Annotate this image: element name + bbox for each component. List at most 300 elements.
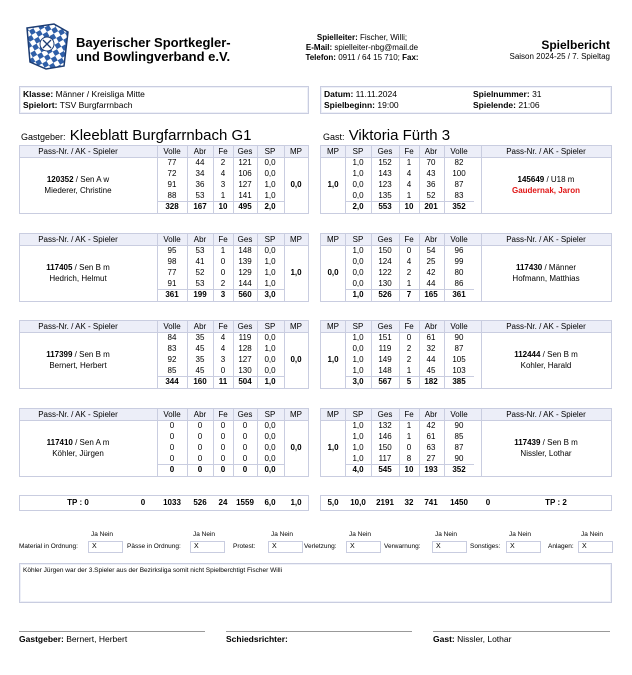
home-throw-value: 0,0 [264, 246, 276, 255]
home-match-points: 0,0 [290, 355, 302, 364]
home-throw-value: 141 [238, 191, 252, 200]
home-throw-value: 4 [220, 169, 226, 178]
pass-number: 117399 [46, 349, 73, 359]
home-player-pass [20, 349, 136, 360]
home-throw-value: 127 [238, 355, 252, 364]
home-throw-value: 1,0 [264, 344, 276, 353]
home-total-value: 24 [218, 498, 228, 507]
ende-value: 21:06 [518, 100, 540, 110]
home-col-header: Fe [218, 322, 228, 331]
guest-sign-label: Gast: [433, 634, 455, 644]
home-throw-value: 45 [195, 344, 205, 353]
home-col-header: Pass-Nr. / AK - Spieler [38, 322, 118, 331]
guest-throw-value: 132 [378, 421, 392, 430]
guest-sum-value: 193 [424, 465, 438, 474]
home-sum-value: 0 [242, 465, 248, 474]
guest-player-name: Kohler, Harald [520, 360, 572, 370]
guest-throw-value: 90 [454, 454, 464, 463]
home-col-header: Abr [193, 147, 207, 156]
home-throw-value: 0 [197, 443, 203, 452]
referee-label: Schiedsrichter: [226, 634, 288, 644]
guest-col-header: Abr [424, 235, 438, 244]
ja-nein-header: Ja Nein [435, 531, 458, 538]
home-col-header: Pass-Nr. / AK - Spieler [38, 235, 118, 244]
home-throw-value: 53 [195, 246, 205, 255]
home-throw-value: 0 [169, 454, 175, 463]
home-throw-value: 44 [195, 158, 205, 167]
home-player-info [20, 349, 136, 371]
guest-throw-value: 1,0 [352, 333, 364, 342]
home-sum-value: 328 [165, 202, 179, 211]
home-throw-value: 148 [238, 246, 252, 255]
home-tp: TP : 0 [67, 498, 89, 507]
email-value: spielleiter-nbg@mail.de [334, 43, 419, 52]
beginn-label: Spielbeginn: [324, 100, 375, 110]
guest-throw-value: 44 [426, 355, 436, 364]
guest-throw-value: 83 [454, 191, 464, 200]
guest-throw-value: 0,0 [352, 257, 364, 266]
home-sum-value: 361 [165, 290, 179, 299]
guest-col-header: Volle [450, 235, 468, 244]
guest-sum-value: 4,0 [352, 465, 364, 474]
home-col-header: SP [264, 322, 276, 331]
guest-player-block [320, 233, 612, 302]
guest-throw-value: 1 [406, 279, 412, 288]
guest-throw-value: 105 [452, 355, 466, 364]
guest-sum-value: 201 [424, 202, 438, 211]
guest-throw-value: 8 [406, 454, 412, 463]
guest-col-header: SP [352, 235, 364, 244]
home-player-info [20, 437, 136, 459]
home-sum-value: 0 [169, 465, 175, 474]
guest-total-value: 5,0 [327, 498, 339, 507]
guest-col-header: Ges [377, 235, 393, 244]
age-class: / Sen B m [540, 437, 578, 447]
guest-col-header: Pass-Nr. / AK - Spieler [506, 322, 586, 331]
home-throw-value: 130 [238, 366, 252, 375]
guest-throw-value: 82 [454, 158, 464, 167]
guest-col-header: SP [352, 410, 364, 419]
guest-total-value: 0 [485, 498, 491, 507]
guest-col-header: Ges [377, 410, 393, 419]
guest-match-points: 1,0 [327, 443, 339, 452]
guest-throw-value: 36 [426, 180, 436, 189]
home-sum-value: 560 [238, 290, 252, 299]
guest-throw-value: 43 [426, 169, 436, 178]
pass-number: 120352 [46, 174, 74, 184]
home-throw-value: 0 [220, 454, 226, 463]
home-col-header: Pass-Nr. / AK - Spieler [38, 410, 118, 419]
home-col-header: Ges [237, 322, 253, 331]
age-class: / U18 m [544, 174, 575, 184]
home-throw-value: 3 [220, 180, 226, 189]
home-throw-value: 0,0 [264, 355, 276, 364]
guest-throw-value: 87 [454, 180, 464, 189]
check-box[interactable]: X [268, 541, 303, 553]
report-title: Spielbericht [541, 38, 610, 52]
home-throw-value: 139 [238, 257, 252, 266]
home-col-header: Pass-Nr. / AK - Spieler [38, 147, 118, 156]
guest-player-pass [481, 349, 611, 360]
org-line-2: und Bowlingverband e.V. [76, 49, 231, 64]
guest-throw-value: 1,0 [352, 355, 364, 364]
guest-col-header: Volle [450, 322, 468, 331]
home-sum-value: 0 [197, 465, 203, 474]
home-player-info [20, 262, 136, 284]
guest-player-info [481, 262, 611, 284]
home-sum-value: 1,0 [264, 377, 276, 386]
home-player-block [19, 145, 309, 214]
home-col-header: Ges [237, 410, 253, 419]
home-player-name: Hedrich, Helmut [49, 273, 107, 283]
pass-number: 117405 [46, 262, 73, 272]
home-col-header: Abr [193, 235, 207, 244]
home-totals-row [19, 495, 309, 511]
home-match-points: 0,0 [290, 180, 302, 189]
home-throw-value: 2 [220, 158, 226, 167]
guest-throw-value: 99 [454, 257, 464, 266]
guest-sum-value: 10 [404, 202, 414, 211]
guest-throw-value: 1 [406, 158, 412, 167]
check-box[interactable]: X [190, 541, 225, 553]
home-throw-value: 1 [220, 191, 226, 200]
guest-col-header: Pass-Nr. / AK - Spieler [506, 410, 586, 419]
pass-number: 112444 [514, 349, 541, 359]
guest-player-block [320, 408, 612, 477]
ja-nein-header: Ja Nein [193, 531, 216, 538]
home-sum-value: 0,0 [264, 465, 276, 474]
guest-throw-value: 1 [406, 421, 412, 430]
guest-player-name: Hofmann, Matthias [512, 273, 580, 283]
guest-col-header: MP [327, 147, 339, 156]
check-label: Protest: [233, 543, 256, 550]
guest-throw-value: 44 [426, 279, 436, 288]
guest-team-name: Viktoria Fürth 3 [348, 127, 451, 144]
pass-number: 117439 [514, 437, 541, 447]
home-throw-value: 129 [238, 268, 252, 277]
guest-sum-value: 165 [424, 290, 438, 299]
home-throw-value: 0 [169, 432, 175, 441]
guest-throw-value: 86 [454, 279, 464, 288]
guest-throw-value: 25 [426, 257, 436, 266]
home-col-header: Fe [218, 235, 228, 244]
home-throw-value: 83 [167, 344, 177, 353]
check-box[interactable]: X [88, 541, 123, 553]
ende-label: Spielende: [473, 100, 516, 110]
home-sum-value: 3,0 [264, 290, 276, 299]
guest-throw-value: 4 [406, 257, 412, 266]
guest-throw-value: 61 [426, 432, 436, 441]
home-throw-value: 121 [238, 158, 252, 167]
match-info-right [320, 86, 612, 114]
guest-col-header: Ges [377, 322, 393, 331]
home-sum-value: 504 [238, 377, 252, 386]
guest-sum-value: 5 [406, 377, 412, 386]
home-throw-value: 0,0 [264, 366, 276, 375]
home-throw-value: 0 [169, 421, 175, 430]
home-throw-value: 0 [169, 443, 175, 452]
home-col-header: MP [290, 235, 302, 244]
age-class: / Sen B m [72, 349, 110, 359]
guest-player-pass [481, 262, 611, 273]
home-throw-value: 0,0 [264, 169, 276, 178]
guest-sum-value: 553 [378, 202, 392, 211]
guest-throw-value: 1,0 [352, 169, 364, 178]
phone-value: 0911 / 64 15 710; [338, 53, 400, 62]
guest-sum-value: 352 [452, 202, 466, 211]
guest-col-header: MP [327, 235, 339, 244]
home-throw-value: 0 [220, 432, 226, 441]
guest-throw-value: 0,0 [352, 180, 364, 189]
home-throw-value: 1,0 [264, 279, 276, 288]
season-info: Saison 2024-25 / 7. Spieltag [509, 52, 610, 61]
home-signature [19, 634, 127, 644]
home-throw-value: 72 [167, 169, 177, 178]
guest-col-header: Fe [404, 322, 414, 331]
guest-col-header: SP [352, 322, 364, 331]
guest-throw-value: 103 [452, 366, 466, 375]
guest-throw-value: 1 [406, 191, 412, 200]
home-throw-value: 119 [238, 333, 252, 342]
home-throw-value: 2 [220, 279, 226, 288]
guest-total-value: 2191 [376, 498, 394, 507]
guest-match-points: 1,0 [327, 355, 339, 364]
leader-label: Spielleiter: [316, 33, 358, 42]
remark-box [19, 563, 612, 603]
home-player-block [19, 233, 309, 302]
guest-total-value: 10,0 [350, 498, 366, 507]
age-class: / Sen A m [72, 437, 110, 447]
referee-signature [226, 634, 288, 644]
guest-throw-value: 2 [406, 268, 412, 277]
home-col-header: Ges [237, 235, 253, 244]
home-throw-value: 4 [220, 333, 226, 342]
home-sum-value: 11 [218, 377, 228, 386]
match-info-left [19, 86, 309, 114]
home-player-pass [20, 262, 136, 273]
guest-throw-value: 1,0 [352, 432, 364, 441]
home-col-header: Volle [163, 147, 181, 156]
home-sum-value: 2,0 [264, 202, 276, 211]
check-label: Pässe in Ordnung: [127, 543, 181, 550]
guest-col-header: MP [327, 322, 339, 331]
home-throw-value: 0 [242, 432, 248, 441]
guest-throw-value: 45 [426, 366, 436, 375]
home-throw-value: 98 [167, 257, 177, 266]
guest-throw-value: 119 [378, 344, 392, 353]
home-match-points: 0,0 [290, 443, 302, 452]
check-label: Material in Ordnung: [19, 543, 78, 550]
guest-throw-value: 1 [406, 432, 412, 441]
guest-throw-value: 54 [426, 246, 436, 255]
pass-number: 145649 [517, 174, 545, 184]
check-label: Sonstiges: [470, 543, 501, 550]
guest-throw-value: 63 [426, 443, 436, 452]
home-throw-value: 95 [167, 246, 177, 255]
nummer-label: Spielnummer: [473, 89, 530, 99]
guest-throw-value: 0 [406, 443, 412, 452]
home-throw-value: 0 [242, 443, 248, 452]
home-throw-value: 0,0 [264, 333, 276, 342]
home-throw-value: 1,0 [264, 180, 276, 189]
guest-col-header: Volle [450, 410, 468, 419]
home-col-header: MP [290, 322, 302, 331]
guest-throw-value: 1,0 [352, 443, 364, 452]
home-throw-value: 144 [238, 279, 252, 288]
klasse-value: Männer / Kreisliga Mitte [55, 89, 145, 99]
home-throw-value: 53 [195, 279, 205, 288]
home-throw-value: 128 [238, 344, 252, 353]
guest-throw-value: 27 [426, 454, 436, 463]
guest-throw-value: 70 [426, 158, 436, 167]
guest-throw-value: 0,0 [352, 279, 364, 288]
guest-col-header: Abr [424, 322, 438, 331]
home-total-value: 1033 [163, 498, 181, 507]
guest-throw-value: 4 [406, 169, 412, 178]
guest-col-header: Ges [377, 147, 393, 156]
guest-throw-value: 148 [378, 366, 392, 375]
guest-throw-value: 90 [454, 421, 464, 430]
home-col-header: Fe [218, 410, 228, 419]
home-player-name: Bernert, Herbert [49, 360, 107, 370]
pass-number: 117430 [515, 262, 543, 272]
home-col-header: Ges [237, 147, 253, 156]
home-signature-line [19, 631, 205, 632]
home-sign-label: Gastgeber: [19, 634, 64, 644]
guest-sum-value: 526 [378, 290, 392, 299]
remark-text: Köhler Jürgen war der 3.Spieler aus der Bezirksliga somit nicht Spielberchtigt Fischer Willi [23, 567, 283, 574]
ja-nein-header: Ja Nein [349, 531, 372, 538]
home-throw-value: 0,0 [264, 432, 276, 441]
ja-nein-header: Ja Nein [271, 531, 294, 538]
home-match-points: 1,0 [290, 268, 302, 277]
home-throw-value: 92 [167, 355, 177, 364]
guest-throw-value: 80 [454, 268, 464, 277]
home-throw-value: 106 [238, 169, 252, 178]
home-col-header: Volle [163, 322, 181, 331]
guest-throw-value: 61 [426, 333, 436, 342]
home-col-header: Volle [163, 235, 181, 244]
guest-sign-name: Nissler, Lothar [457, 634, 512, 644]
guest-col-header: Abr [424, 410, 438, 419]
check-box[interactable]: X [432, 541, 467, 553]
guest-team-label: Gast: [323, 132, 345, 142]
guest-sum-value: 385 [452, 377, 466, 386]
home-total-value: 1559 [236, 498, 254, 507]
home-player-pass [20, 437, 136, 448]
check-box[interactable]: X [346, 541, 381, 553]
guest-player-info [481, 349, 611, 371]
guest-sum-value: 2,0 [352, 202, 364, 211]
check-label: Anlagen: [548, 543, 574, 550]
home-sum-value: 167 [193, 202, 207, 211]
ja-nein-header: Ja Nein [91, 531, 114, 538]
home-total-value: 1,0 [290, 498, 302, 507]
home-throw-value: 0,0 [264, 443, 276, 452]
guest-team-heading [323, 127, 450, 144]
referee-signature-line [226, 631, 412, 632]
guest-throw-value: 42 [426, 268, 436, 277]
guest-throw-value: 130 [378, 279, 392, 288]
age-class: / Männer [542, 262, 577, 272]
guest-throw-value: 150 [378, 246, 392, 255]
home-throw-value: 1,0 [264, 257, 276, 266]
home-throw-value: 3 [220, 355, 226, 364]
beginn-value: 19:00 [377, 100, 399, 110]
home-throw-value: 0 [242, 454, 248, 463]
home-tp-zero: 0 [140, 498, 146, 507]
guest-sum-value: 361 [452, 290, 466, 299]
guest-totals-row [320, 495, 612, 511]
guest-throw-value: 151 [378, 333, 392, 342]
home-throw-value: 34 [195, 169, 205, 178]
home-col-header: SP [264, 235, 276, 244]
guest-sum-value: 1,0 [352, 290, 364, 299]
home-col-header: Volle [163, 410, 181, 419]
home-throw-value: 41 [195, 257, 205, 266]
home-throw-value: 0 [220, 268, 226, 277]
email-label: E-Mail: [305, 43, 333, 52]
guest-throw-value: 146 [378, 432, 392, 441]
check-label: Verwarnung: [384, 543, 421, 550]
check-box[interactable]: X [506, 541, 541, 553]
home-team-label: Gastgeber: [21, 132, 66, 142]
guest-throw-value: 87 [454, 443, 464, 452]
check-box[interactable]: X [578, 541, 613, 553]
guest-col-header: SP [352, 147, 364, 156]
guest-throw-value: 90 [454, 333, 464, 342]
guest-throw-value: 42 [426, 421, 436, 430]
age-class: / Sen B m [72, 262, 110, 272]
home-throw-value: 0,0 [264, 454, 276, 463]
home-col-header: MP [290, 147, 302, 156]
home-total-value: 6,0 [264, 498, 276, 507]
guest-col-header: Fe [404, 235, 414, 244]
organization-name [76, 36, 231, 64]
home-throw-value: 0 [220, 421, 226, 430]
guest-col-header: Fe [404, 147, 414, 156]
guest-throw-value: 149 [378, 355, 392, 364]
org-line-1: Bayerischer Sportkegler- [76, 35, 231, 50]
home-team-heading [21, 127, 251, 144]
guest-match-points: 1,0 [327, 180, 339, 189]
guest-total-value: 1450 [450, 498, 468, 507]
home-sum-value: 10 [218, 202, 228, 211]
guest-sum-value: 352 [452, 465, 466, 474]
home-player-pass [20, 174, 136, 185]
guest-throw-value: 122 [378, 268, 392, 277]
home-throw-value: 0 [197, 421, 203, 430]
home-col-header: SP [264, 410, 276, 419]
guest-player-pass [481, 437, 611, 448]
home-throw-value: 35 [195, 333, 205, 342]
guest-throw-value: 1,0 [352, 246, 364, 255]
home-player-name: Köhler, Jürgen [52, 448, 104, 458]
guest-col-header: Pass-Nr. / AK - Spieler [506, 235, 586, 244]
home-sum-value: 495 [238, 202, 252, 211]
home-throw-value: 85 [167, 366, 177, 375]
home-sum-value: 3 [220, 290, 226, 299]
guest-throw-value: 0 [406, 246, 412, 255]
guest-player-block [320, 145, 612, 214]
guest-throw-value: 135 [378, 191, 392, 200]
guest-signature-line [433, 631, 610, 632]
home-col-header: Fe [218, 147, 228, 156]
guest-throw-value: 150 [378, 443, 392, 452]
age-class: / Sen B m [540, 349, 578, 359]
guest-col-header: Volle [450, 147, 468, 156]
guest-col-header: MP [327, 410, 339, 419]
